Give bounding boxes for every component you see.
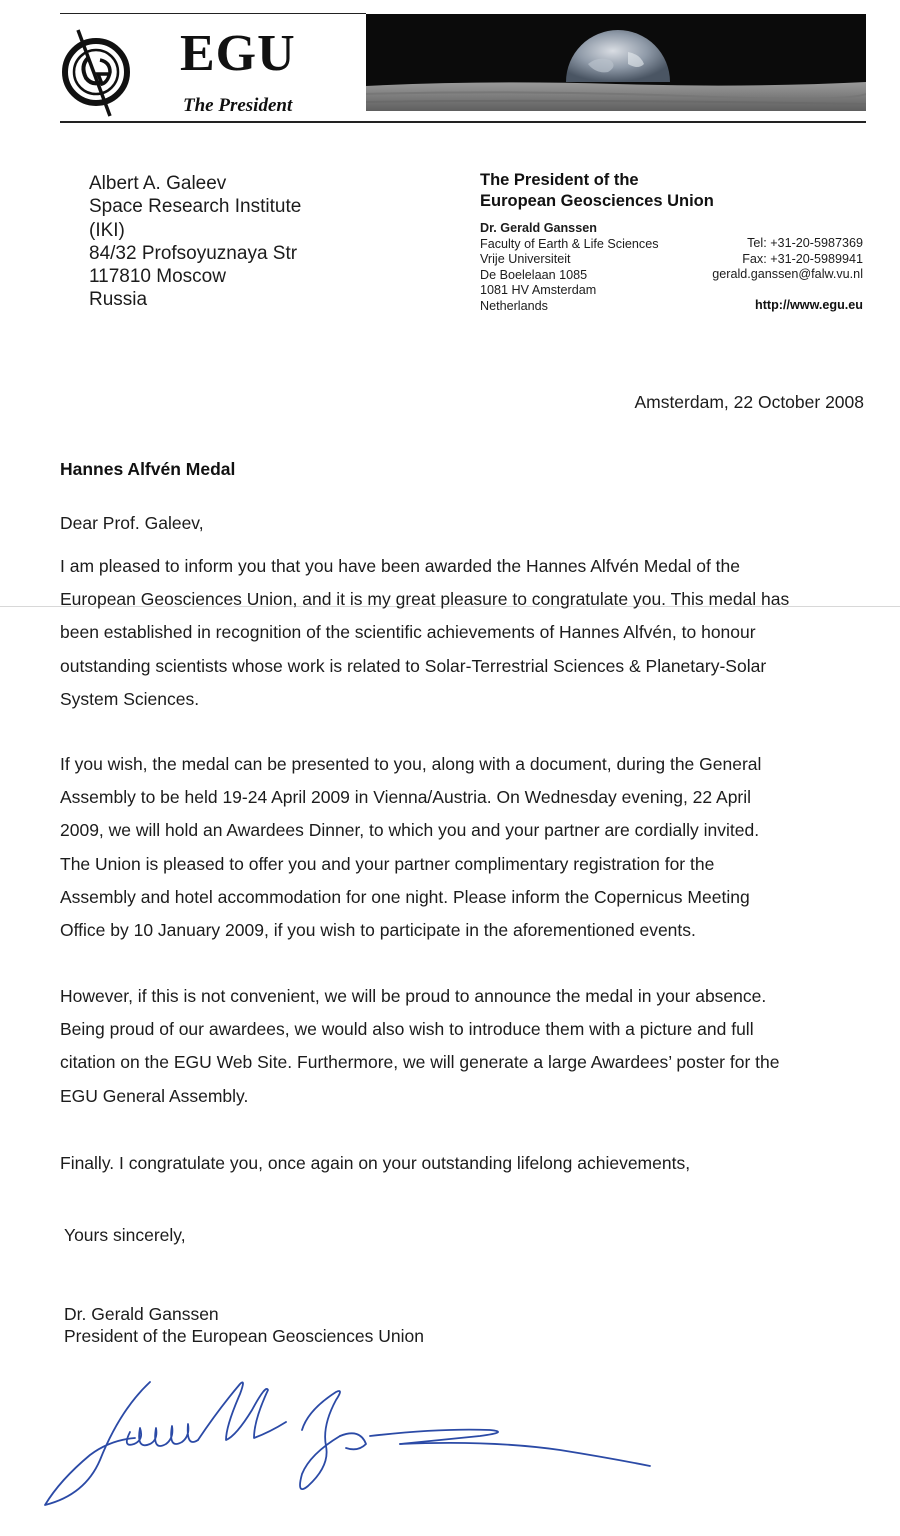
body-line: been established in recognition of the scientific achievements of Hannes Alfvén, to honour bbox=[60, 622, 756, 643]
sender-email[interactable]: gerald.ganssen@falw.vu.nl bbox=[712, 267, 863, 282]
sender-address-line: De Boelelaan 1085 bbox=[480, 267, 588, 282]
salutation: Dear Prof. Galeev, bbox=[60, 513, 204, 533]
recipient-line: 117810 Moscow bbox=[89, 266, 226, 288]
body-line: 2009, we will hold an Awardees Dinner, to which you and your partner are cordially invited. bbox=[60, 820, 760, 841]
sender-address-line: 1081 HV Amsterdam bbox=[480, 283, 597, 298]
recipient-line: 84/32 Profsoyuznaya Str bbox=[89, 242, 298, 264]
letter-subject: Hannes Alfvén Medal bbox=[60, 459, 236, 479]
body-line: Finally. I congratulate you, once again on your outstanding lifelong achievements, bbox=[60, 1153, 691, 1173]
body-line: Assembly to be held 19-24 April 2009 in Vienna/Austria. On Wednesday evening, 22 April bbox=[60, 787, 752, 808]
sender-heading bbox=[480, 170, 714, 212]
sender-address-line: Vrije Universiteit bbox=[480, 252, 571, 267]
body-paragraph bbox=[60, 980, 872, 1113]
sender-website-link[interactable]: http://www.egu.eu bbox=[755, 298, 863, 312]
body-line: European Geosciences Union, and it is my great pleasure to congratulate you. This medal has bbox=[60, 589, 790, 610]
body-paragraph bbox=[60, 748, 872, 947]
body-line: If you wish, the medal can be presented to you, along with a document, during the General bbox=[60, 754, 762, 774]
sender-heading-line: European Geosciences Union bbox=[480, 192, 714, 210]
sender-address-line: Faculty of Earth & Life Sciences bbox=[480, 236, 659, 251]
body-line: citation on the EGU Web Site. Furthermore, we will generate a large Awardees’ poster for the bbox=[60, 1052, 780, 1073]
body-line: Being proud of our awardees, we would also wish to introduce them with a picture and full bbox=[60, 1019, 754, 1040]
body-paragraph bbox=[60, 550, 872, 716]
body-line: EGU General Assembly. bbox=[60, 1085, 249, 1106]
sender-contact bbox=[712, 236, 863, 283]
sender-heading-line: The President of the bbox=[480, 171, 639, 189]
closing: Yours sincerely, bbox=[64, 1225, 186, 1245]
org-logotype: EGU bbox=[180, 25, 296, 82]
recipient-line: (IKI) bbox=[89, 219, 125, 241]
letterhead-subtitle: The President bbox=[183, 95, 293, 116]
recipient-line: Albert A. Galeev bbox=[89, 173, 227, 194]
body-line: outstanding scientists whose work is related to Solar-Terrestrial Sciences & Planetary-Solar bbox=[60, 655, 767, 676]
earthrise-image bbox=[366, 14, 866, 111]
body-line: Office by 10 January 2009, if you wish to participate in the aforementioned events. bbox=[60, 920, 696, 941]
egu-logo-icon bbox=[58, 22, 136, 120]
signer-block bbox=[64, 1303, 424, 1347]
body-line: I am pleased to inform you that you have been awarded the Hannes Alfvén Medal of the bbox=[60, 556, 741, 576]
body-paragraph bbox=[60, 1147, 872, 1180]
body-line: System Sciences. bbox=[60, 688, 200, 709]
header-bottom-rule bbox=[60, 121, 866, 123]
sender-fax: Fax: +31-20-5989941 bbox=[742, 251, 863, 266]
recipient-address bbox=[89, 172, 301, 312]
body-line: Assembly and hotel accommodation for one night. Please inform the Copernicus Meeting bbox=[60, 886, 750, 907]
header-top-rule bbox=[60, 13, 366, 14]
sender-tel: Tel: +31-20-5987369 bbox=[747, 236, 863, 250]
body-line: However, if this is not convenient, we will be proud to announce the medal in your absence. bbox=[60, 986, 767, 1006]
body-line: The Union is pleased to offer you and your partner complimentary registration for the bbox=[60, 853, 715, 874]
sender-address bbox=[480, 221, 659, 315]
sender-name: Dr. Gerald Ganssen bbox=[480, 221, 597, 235]
signer-name: Dr. Gerald Ganssen bbox=[64, 1304, 219, 1324]
signer-title: President of the European Geosciences Union bbox=[64, 1326, 424, 1346]
handwritten-signature-image bbox=[40, 1370, 660, 1520]
letter-date: Amsterdam, 22 October 2008 bbox=[634, 392, 864, 412]
recipient-line: Russia bbox=[89, 289, 148, 311]
recipient-line: Space Research Institute bbox=[89, 196, 302, 218]
sender-address-line: Netherlands bbox=[480, 298, 548, 313]
